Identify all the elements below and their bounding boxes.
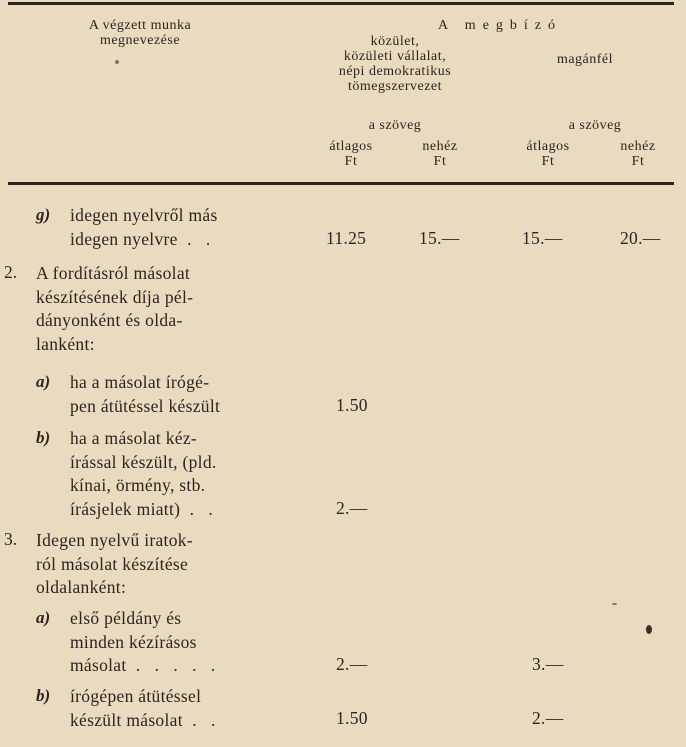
- row-g-line: idegen nyelvről más: [70, 205, 218, 225]
- row-g-avg-private: 15.—: [522, 228, 563, 248]
- row-g-line: [70, 228, 302, 252]
- header-client: A megbízó: [437, 18, 563, 33]
- header-col1-line1: A végzett munka: [88, 18, 192, 33]
- section-2-line: dányonként és olda-: [36, 310, 183, 330]
- row-g-difficult-private: 20.—: [620, 228, 661, 248]
- ink-speck: [646, 625, 652, 634]
- section-3-number: 3.: [4, 529, 18, 549]
- row-3b-avg-public: 1.50: [336, 708, 368, 728]
- row-3b-line: írógépen átütéssel: [70, 686, 202, 706]
- header-difficult-1: [400, 139, 480, 169]
- header-text-label-1: a szöveg: [368, 118, 422, 133]
- header-difficult-label: nehéz: [620, 139, 656, 154]
- header-ft-label: Ft: [344, 154, 358, 169]
- header-average-label: átlagos: [526, 139, 570, 154]
- row-3b-letter: b): [36, 686, 51, 705]
- ink-speck: [115, 60, 119, 64]
- row-2b-line: ha a másolat kéz-: [70, 428, 198, 448]
- leader-dots: . . . . .: [135, 655, 221, 675]
- section-2-number: 2.: [4, 262, 18, 282]
- section-2-line: A fordításról másolat: [36, 263, 191, 283]
- row-3b-avg-private: 2.—: [532, 708, 564, 728]
- row-2a-letter: a): [36, 372, 51, 391]
- row-3a-line: [70, 654, 302, 678]
- header-average-2: [508, 139, 588, 169]
- row-3a-line3-text: másolat: [70, 655, 127, 675]
- row-2a-avg-public: 1.50: [336, 395, 368, 415]
- row-2b-line: írással készült, (pld.: [70, 451, 217, 472]
- header-work-description: [40, 18, 240, 48]
- row-3a-text: [70, 607, 302, 678]
- header-average-1: [311, 139, 391, 169]
- row-g-line2-text: idegen nyelvre: [70, 228, 178, 249]
- header-kozulet-line: népi demokratikus: [338, 64, 452, 79]
- header-bottom-rule: [8, 182, 674, 185]
- row-3a-letter: a): [36, 608, 51, 627]
- row-2b-line: [70, 498, 302, 522]
- row-3a-avg-public: 2.—: [336, 654, 368, 674]
- row-3a-line: első példány és: [70, 608, 182, 628]
- row-g-avg-public: 11.25: [326, 228, 367, 248]
- row-3a-avg-private: 3.—: [532, 654, 564, 674]
- row-2b-line: kínai, örmény, stb.: [70, 475, 206, 495]
- row-2a-line: ha a másolat írógé-: [70, 372, 210, 392]
- section-3-text: [36, 529, 302, 600]
- ink-speck: [612, 603, 617, 605]
- section-3-line: Idegen nyelvű iratok-: [36, 530, 193, 550]
- header-text-label-2: a szöveg: [568, 118, 622, 133]
- row-g-letter: g): [36, 205, 51, 224]
- section-2-text: [36, 262, 302, 356]
- row-3b-text: [70, 685, 302, 732]
- header-kozulet-line: tömegszervezet: [347, 79, 443, 94]
- section-2-line: lanként:: [36, 333, 95, 354]
- section-3-line: oldalanként:: [36, 577, 127, 597]
- leader-dots: . .: [192, 709, 221, 730]
- header-ft-label: Ft: [433, 154, 447, 169]
- leader-dots: . .: [187, 228, 216, 249]
- header-col1-line2: megnevezése: [99, 33, 181, 48]
- row-3a-line: minden kézírásos: [70, 631, 197, 652]
- section-3-line: ról másolat készítése: [36, 553, 189, 574]
- row-3b-line2-text: készült másolat: [70, 709, 183, 730]
- header-ft-label: Ft: [631, 154, 645, 169]
- row-g-text: [70, 204, 302, 251]
- header-kozulet-line: közületi vállalat,: [343, 49, 447, 64]
- row-2a-line: pen átütéssel készült: [70, 395, 221, 416]
- row-2b-text: [70, 427, 302, 521]
- header-ft-label: Ft: [541, 154, 555, 169]
- row-g-difficult-public: 15.—: [419, 228, 460, 248]
- top-rule: [8, 2, 674, 5]
- row-3b-line: [70, 709, 302, 733]
- header-kozulet-line: közület,: [370, 34, 420, 49]
- header-public-body: [290, 34, 500, 94]
- header-private-person: magánfél: [556, 52, 614, 67]
- header-difficult-2: [598, 139, 678, 169]
- row-2b-avg-public: 2.—: [336, 498, 368, 518]
- header-average-label: átlagos: [329, 139, 373, 154]
- row-2a-text: [70, 371, 302, 418]
- row-2b-line4-text: írásjelek miatt): [70, 498, 181, 519]
- section-2-line: készítésének díja pél-: [36, 286, 194, 307]
- row-2b-letter: b): [36, 428, 51, 447]
- header-difficult-label: nehéz: [422, 139, 458, 154]
- leader-dots: . .: [189, 498, 218, 519]
